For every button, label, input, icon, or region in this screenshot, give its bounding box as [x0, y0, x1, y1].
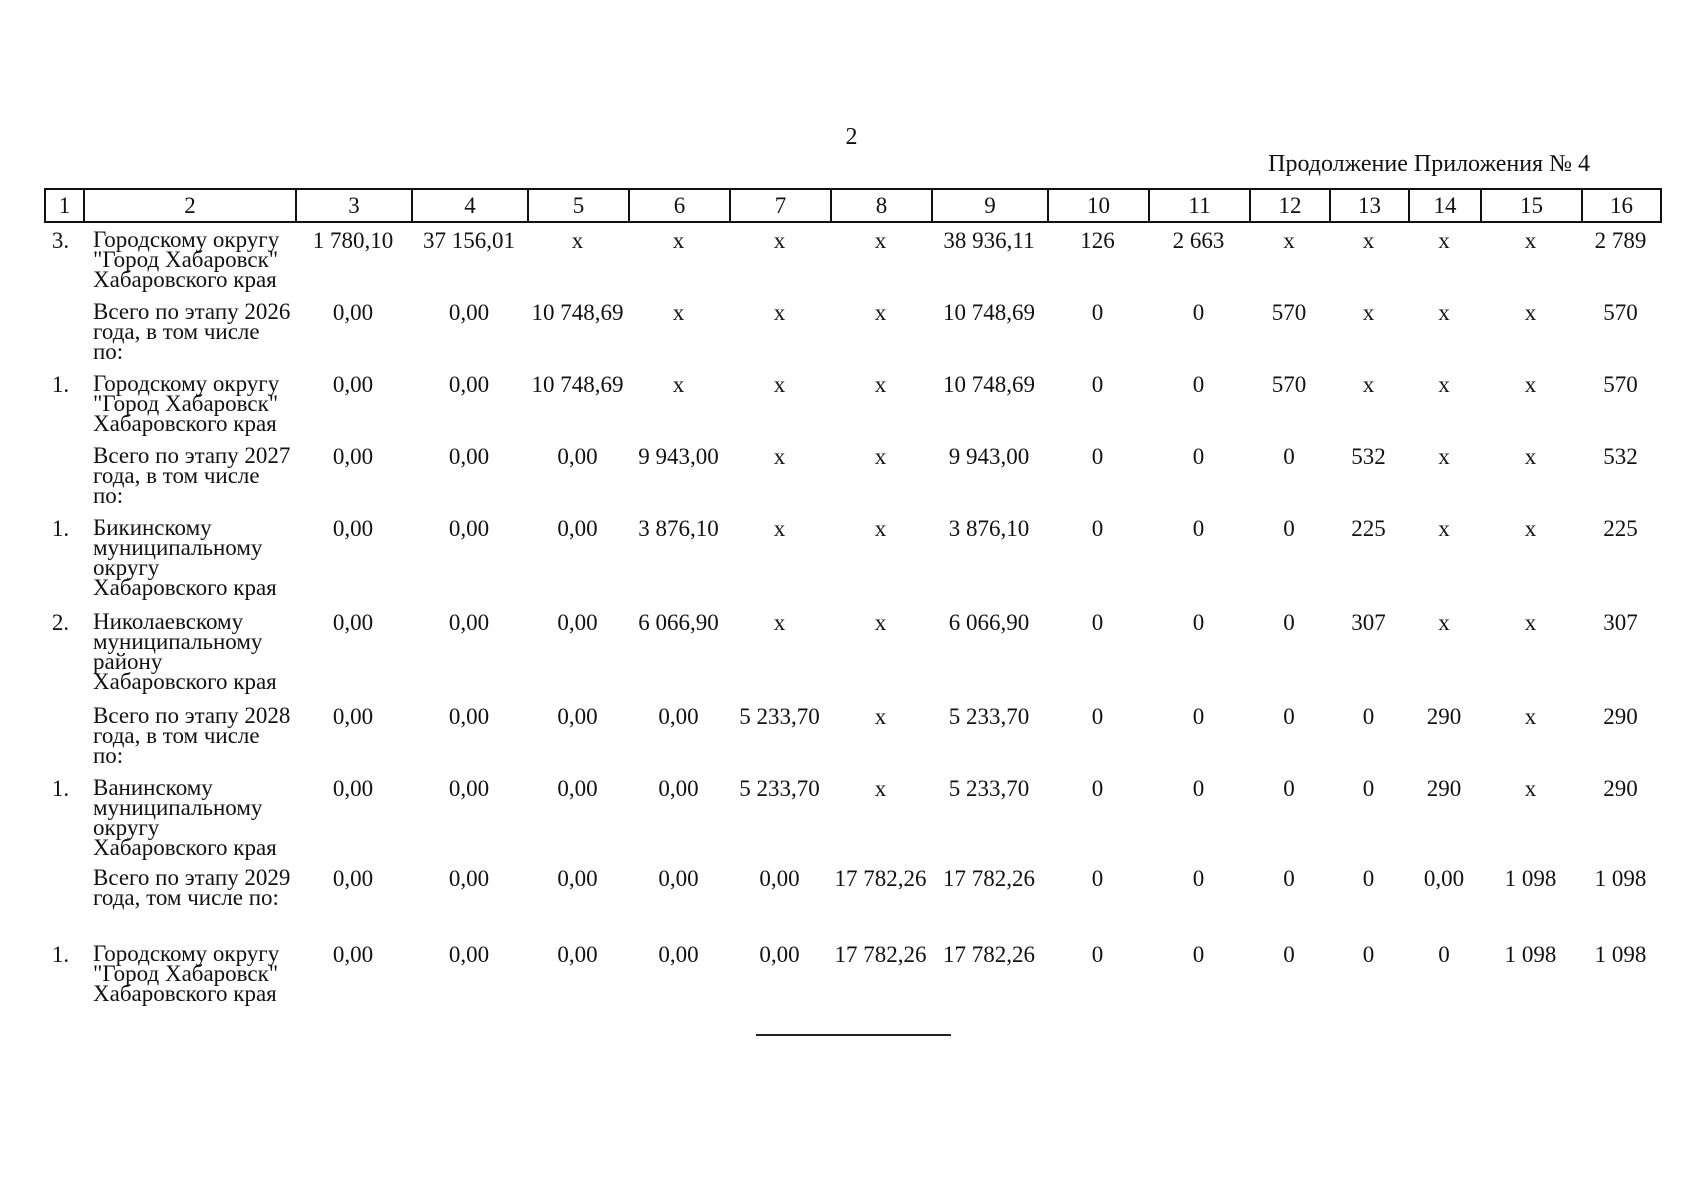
cell-col10: 0 [1091, 516, 1104, 541]
cell-col16: 1 098 [1594, 942, 1647, 967]
cell-col15: х [1524, 444, 1537, 469]
cell-col9: 17 782,26 [943, 942, 1035, 967]
cell-col8: 17 782,26 [834, 866, 927, 891]
column-header: 10 [1048, 189, 1149, 222]
cell-col4: 0,00 [448, 516, 490, 541]
cell-col3: 0,00 [332, 300, 374, 325]
cell-col13: х [1362, 300, 1375, 325]
cell-col5: 0,00 [557, 444, 598, 469]
cell-col10: 0 [1091, 942, 1104, 967]
cell-col11: 0 [1192, 704, 1205, 729]
cell-col15: 1 098 [1504, 866, 1557, 891]
cell-col3: 0,00 [332, 942, 374, 967]
cell-col15: х [1524, 704, 1537, 729]
table-row [44, 514, 1660, 608]
cell-col10: 0 [1091, 610, 1104, 635]
cell-col5: 10 748,69 [531, 372, 624, 397]
column-header: 1 [45, 189, 84, 222]
cell-col3: 0,00 [332, 776, 374, 801]
cell-col7: 5 233,70 [739, 776, 820, 801]
cell-col7: х [773, 300, 786, 325]
cell-col13: 307 [1351, 610, 1386, 635]
cell-col3: 0,00 [332, 372, 374, 397]
cell-col5: 0,00 [557, 942, 598, 967]
cell-col5: 10 748,69 [531, 300, 624, 325]
cell-col4: 0,00 [448, 866, 490, 891]
end-divider [756, 1034, 951, 1036]
cell-col3: 0,00 [332, 444, 374, 469]
cell-col4: 0,00 [448, 372, 490, 397]
cell-col10: 0 [1091, 444, 1104, 469]
cell-col15: х [1524, 228, 1537, 253]
cell-col4: 0,00 [448, 610, 490, 635]
cell-col15: х [1524, 300, 1537, 325]
cell-col12: 0 [1283, 942, 1295, 967]
cell-col9: 9 943,00 [948, 444, 1030, 469]
cell-col8: х [874, 704, 887, 729]
row-number [44, 442, 83, 514]
row-name: Николаевскому муниципальному району Хабаровского края [93, 609, 277, 694]
cell-col7: х [773, 228, 786, 253]
cell-col7: х [773, 444, 786, 469]
cell-col3: 0,00 [332, 610, 374, 635]
cell-col16: 290 [1603, 704, 1638, 729]
row-name: Ванинскому муниципальному округу Хабаровского края [93, 775, 277, 860]
cell-col8: х [874, 228, 887, 253]
cell-col16: 225 [1603, 516, 1638, 541]
cell-col12: 0 [1283, 866, 1295, 891]
table-row [44, 774, 1660, 864]
cell-col7: х [773, 372, 786, 397]
row-number: 1. [51, 372, 70, 397]
cell-col9: 3 876,10 [948, 516, 1030, 541]
cell-col6: 0,00 [658, 704, 699, 729]
table-row [44, 864, 1660, 940]
cell-col6: 0,00 [658, 776, 699, 801]
table-row [44, 442, 1660, 514]
table-row [44, 298, 1660, 370]
row-name: Всего по этапу 2028 года, в том числе по: [93, 703, 291, 768]
cell-col11: 2 663 [1172, 228, 1225, 253]
cell-col13: 225 [1351, 516, 1386, 541]
cell-col13: х [1362, 372, 1375, 397]
cell-col9: 5 233,70 [948, 776, 1030, 801]
cell-col9: 5 233,70 [948, 704, 1030, 729]
row-number [44, 702, 83, 774]
cell-col11: 0 [1192, 866, 1205, 891]
cell-col16: 2 789 [1594, 228, 1647, 253]
cell-col12: х [1283, 228, 1295, 253]
cell-col16: 570 [1603, 372, 1638, 397]
row-number [44, 298, 83, 370]
cell-col8: 17 782,26 [834, 942, 927, 967]
cell-col16: 532 [1603, 444, 1638, 469]
row-number: 1. [51, 942, 70, 967]
column-header: 15 [1481, 189, 1582, 222]
column-header: 3 [296, 189, 412, 222]
cell-col10: 0 [1091, 300, 1104, 325]
column-header: 7 [730, 189, 831, 222]
row-name: Всего по этапу 2029 года, том числе по: [93, 865, 291, 910]
cell-col11: 0 [1192, 610, 1205, 635]
cell-col16: 1 098 [1594, 866, 1647, 891]
cell-col11: 0 [1192, 300, 1205, 325]
cell-col4: 0,00 [448, 704, 490, 729]
cell-col13: 0 [1362, 776, 1375, 801]
cell-col3: 0,00 [332, 866, 374, 891]
cell-col5: 0,00 [557, 776, 598, 801]
cell-col4: 0,00 [448, 776, 490, 801]
cell-col12: 570 [1271, 372, 1307, 397]
cell-col12: 0 [1283, 704, 1295, 729]
cell-col8: х [874, 516, 887, 541]
cell-col3: 1 780,10 [312, 228, 394, 253]
cell-col11: 0 [1192, 516, 1205, 541]
cell-col15: 1 098 [1504, 942, 1557, 967]
cell-col5: 0,00 [557, 610, 598, 635]
cell-col11: 0 [1192, 942, 1205, 967]
cell-col16: 307 [1603, 610, 1638, 635]
cell-col8: х [874, 444, 887, 469]
row-name: Всего по этапу 2027 года, в том числе по: [93, 443, 291, 508]
cell-col9: 17 782,26 [943, 866, 1035, 891]
row-name: Всего по этапу 2026 года, в том числе по: [93, 299, 291, 364]
row-name: Городскому округу "Город Хабаровск" Хабаровского края [93, 941, 280, 1006]
column-header: 11 [1149, 189, 1250, 222]
cell-col7: 0,00 [759, 942, 800, 967]
table-row [44, 608, 1660, 702]
cell-col9: 6 066,90 [948, 610, 1030, 635]
cell-col14: 0 [1438, 942, 1450, 967]
cell-col8: х [874, 610, 887, 635]
cell-col13: 0 [1362, 866, 1375, 891]
cell-col15: х [1524, 516, 1537, 541]
data-table [44, 226, 1660, 1012]
cell-col10: 0 [1091, 866, 1104, 891]
row-name: Городскому округу "Город Хабаровск" Хабаровского края [93, 227, 280, 292]
column-header: 8 [831, 189, 932, 222]
cell-col3: 0,00 [332, 704, 374, 729]
cell-col12: 0 [1283, 516, 1295, 541]
cell-col5: 0,00 [557, 704, 598, 729]
column-number-header [44, 188, 1662, 223]
cell-col14: х [1438, 444, 1450, 469]
cell-col11: 0 [1192, 444, 1205, 469]
cell-col14: 290 [1426, 776, 1462, 801]
cell-col7: 5 233,70 [739, 704, 820, 729]
cell-col16: 290 [1603, 776, 1638, 801]
column-header: 9 [932, 189, 1048, 222]
cell-col8: х [874, 372, 887, 397]
cell-col6: х [672, 228, 685, 253]
cell-col4: 0,00 [448, 300, 490, 325]
cell-col10: 0 [1091, 704, 1104, 729]
cell-col10: 126 [1080, 228, 1115, 253]
table-row [44, 370, 1660, 442]
cell-col12: 0 [1283, 776, 1295, 801]
cell-col14: 0,00 [1423, 866, 1465, 891]
row-number: 1. [51, 516, 70, 541]
cell-col6: 9 943,00 [638, 444, 719, 469]
cell-col14: х [1438, 228, 1450, 253]
cell-col15: х [1524, 776, 1537, 801]
table-row [44, 940, 1660, 1012]
cell-col7: 0,00 [759, 866, 800, 891]
cell-col12: 0 [1283, 444, 1295, 469]
cell-col6: 6 066,90 [638, 610, 719, 635]
header-row [45, 189, 1661, 222]
column-header: 5 [528, 189, 629, 222]
column-header: 14 [1409, 189, 1481, 222]
cell-col7: х [773, 610, 786, 635]
row-name: Городскому округу "Город Хабаровск" Хабаровского края [93, 371, 280, 436]
page-number: 2 [845, 124, 858, 150]
cell-col5: 0,00 [557, 866, 598, 891]
cell-col13: 0 [1362, 942, 1375, 967]
cell-col9: 10 748,69 [943, 372, 1035, 397]
continuation-title: Продолжение Приложения № 4 [1268, 151, 1590, 177]
cell-col15: х [1524, 610, 1537, 635]
cell-col6: 0,00 [658, 942, 699, 967]
column-header: 13 [1330, 189, 1409, 222]
cell-col11: 0 [1192, 372, 1205, 397]
row-number: 2. [51, 610, 70, 635]
cell-col12: 570 [1271, 300, 1307, 325]
cell-col14: 290 [1426, 704, 1462, 729]
cell-col15: х [1524, 372, 1537, 397]
cell-col13: 532 [1351, 444, 1386, 469]
cell-col14: х [1438, 610, 1450, 635]
cell-col14: х [1438, 300, 1450, 325]
cell-col6: 3 876,10 [638, 516, 719, 541]
column-header: 16 [1582, 189, 1661, 222]
cell-col4: 37 156,01 [423, 228, 515, 253]
cell-col13: х [1362, 228, 1375, 253]
cell-col4: 0,00 [448, 444, 490, 469]
cell-col16: 570 [1603, 300, 1638, 325]
cell-col12: 0 [1283, 610, 1295, 635]
cell-col9: 10 748,69 [943, 300, 1035, 325]
row-name: Бикинскому муниципальному округу Хабаровского края [93, 515, 277, 600]
cell-col9: 38 936,11 [943, 228, 1035, 253]
row-number: 3. [51, 228, 70, 253]
cell-col7: х [773, 516, 786, 541]
column-header: 4 [412, 189, 528, 222]
cell-col14: х [1438, 372, 1450, 397]
cell-col8: х [874, 300, 887, 325]
cell-col5: х [571, 228, 584, 253]
cell-col6: х [672, 372, 685, 397]
cell-col10: 0 [1091, 776, 1104, 801]
cell-col6: 0,00 [658, 866, 699, 891]
column-header: 2 [84, 189, 296, 222]
cell-col5: 0,00 [557, 516, 598, 541]
cell-col13: 0 [1362, 704, 1375, 729]
cell-col6: х [672, 300, 685, 325]
cell-col14: х [1438, 516, 1450, 541]
column-header: 12 [1250, 189, 1330, 222]
column-header: 6 [629, 189, 730, 222]
row-number [44, 864, 83, 940]
cell-col4: 0,00 [448, 942, 490, 967]
cell-col11: 0 [1192, 776, 1205, 801]
table-row [44, 702, 1660, 774]
cell-col3: 0,00 [332, 516, 374, 541]
cell-col10: 0 [1091, 372, 1104, 397]
row-number: 1. [51, 776, 70, 801]
table-row [44, 226, 1660, 298]
cell-col8: х [874, 776, 887, 801]
